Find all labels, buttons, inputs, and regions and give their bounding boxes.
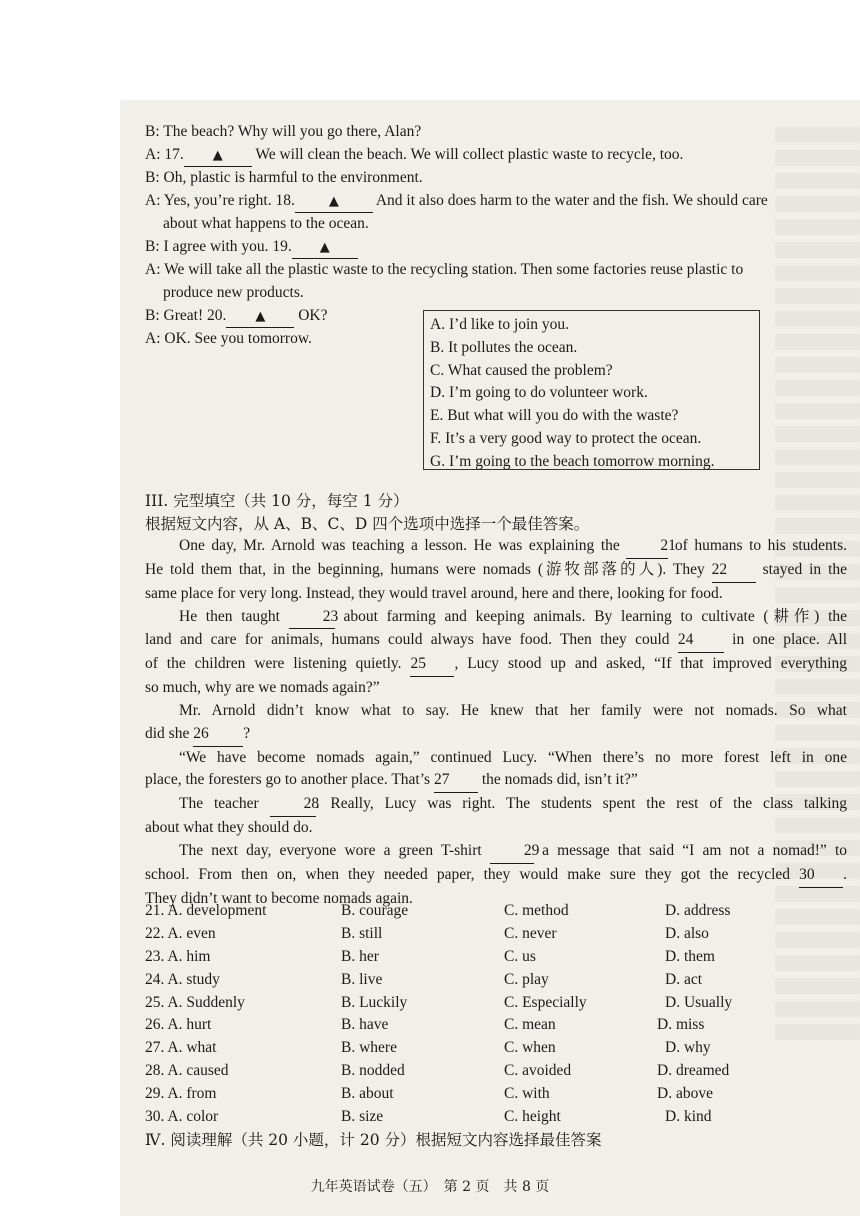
passage-line: about what they should do.	[145, 819, 313, 837]
passage-line: place, the foresters go to another place. That’s 27 the nomads did, isn’t it?”	[145, 769, 847, 793]
passage-line: The next day, everyone wore a green T-shirt 29 a message that said “I am not a nomad!” to	[145, 840, 847, 864]
answer-blank-20	[226, 306, 294, 328]
page-footer: 九年英语试卷（五） 第 2 页 共 8 页	[310, 1179, 550, 1195]
cloze-blank-21: 21	[626, 535, 668, 559]
section-3-title: III. 完型填空（共 10 分，每空 1 分）	[145, 492, 409, 510]
cloze-blank-27: 27	[434, 769, 478, 793]
option-item: G. I’m going to the beach tomorrow morning.	[430, 452, 715, 470]
option-item: C. What caused the problem?	[430, 361, 613, 379]
option-item: D. I’m going to do volunteer work.	[430, 384, 648, 402]
passage-line: The teacher 28. Really, Lucy was right. The students spent the rest of the class talking	[145, 793, 847, 817]
answer-blank-18	[295, 191, 373, 213]
cloze-blank-29: 29	[490, 840, 534, 864]
dialogue-line: B: Oh, plastic is harmful to the environment.	[145, 169, 423, 186]
passage-line: did she 26 ?	[145, 723, 847, 747]
passage-line: Mr. Arnold didn’t know what to say. He knew that her family were not nomads. So what	[179, 701, 847, 719]
cloze-blank-28: 28	[270, 793, 316, 817]
triangle-marker-icon: ▲	[328, 194, 339, 209]
option-item: E. But what will you do with the waste?	[430, 407, 679, 425]
passage-line: school. From then on, when they needed paper, they would make sure they got the recycled 30 .	[145, 864, 847, 888]
passage-line: He told them that, in the beginning, humans were nomads (游牧部落的人). They 22 stayed in the	[145, 559, 847, 583]
cloze-blank-25: 25	[410, 653, 454, 677]
dialogue-line: B: Great! 20. ▲ OK?	[145, 306, 328, 328]
dialogue-line: produce new products.	[163, 284, 304, 301]
dialogue-line: A: We will take all the plastic waste to the recycling station. Then some factories reuse plastic to	[145, 261, 744, 278]
cloze-passage	[145, 535, 847, 911]
answer-blank-17	[184, 145, 252, 167]
passage-line: land and care for animals, humans could always have food. Then they could 24 in one place. All	[145, 629, 847, 653]
dialogue-line: B: The beach? Why will you go there, Alan?	[145, 123, 422, 140]
passage-line: “We have become nomads again,” continued Lucy. “When there’s no more forest left in one	[179, 748, 847, 766]
cloze-blank-30: 30	[799, 864, 843, 888]
dialogue-line: B: I agree with you. 19. ▲	[145, 237, 358, 259]
answer-blank-19	[292, 237, 358, 259]
cloze-blank-24: 24	[678, 629, 724, 653]
passage-line: of the children were listening quietly. 25 , Lucy stood up and asked, “If that improved everything	[145, 653, 847, 677]
cloze-blank-22: 22	[712, 559, 756, 583]
dialogue-line: A: 17. ▲ We will clean the beach. We will collect plastic waste to recycle, too.	[145, 145, 683, 167]
option-item: A. I’d like to join you.	[430, 316, 570, 333]
section-3-instruction: 根据短文内容，从 A、B、C、D 四个选项中选择一个最佳答案。	[145, 515, 590, 533]
option-item: B. It pollutes the ocean.	[430, 338, 578, 356]
dialogue-line: A: Yes, you’re right. 18. ▲ And it also does harm to the water and the fish. We should care	[145, 191, 768, 213]
triangle-marker-icon: ▲	[319, 240, 330, 255]
passage-line: One day, Mr. Arnold was teaching a lesson. He was explaining the 21 of humans to his students.	[145, 535, 847, 559]
cloze-blank-26: 26	[193, 723, 243, 747]
dialogue-line: about what happens to the ocean.	[163, 215, 369, 232]
option-item: F. It’s a very good way to protect the ocean.	[430, 429, 702, 447]
section-4-title: Ⅳ. 阅读理解（共 20 小题，计 20 分）根据短文内容选择最佳答案	[145, 1131, 602, 1149]
passage-line: They didn’t want to become nomads again.	[145, 889, 413, 907]
passage-line: He then taught 23 about farming and keeping animals. By learning to cultivate (耕作) the	[145, 606, 847, 630]
options-box	[423, 310, 760, 470]
triangle-marker-icon: ▲	[212, 148, 223, 163]
passage-line: same place for very long. Instead, they would travel around, here and there, looking for food.	[145, 584, 723, 602]
passage-line: so much, why are we nomads again?”	[145, 679, 380, 697]
dialogue-line: A: OK. See you tomorrow.	[145, 330, 312, 347]
cloze-blank-23: 23	[289, 606, 335, 630]
triangle-marker-icon: ▲	[255, 309, 266, 324]
